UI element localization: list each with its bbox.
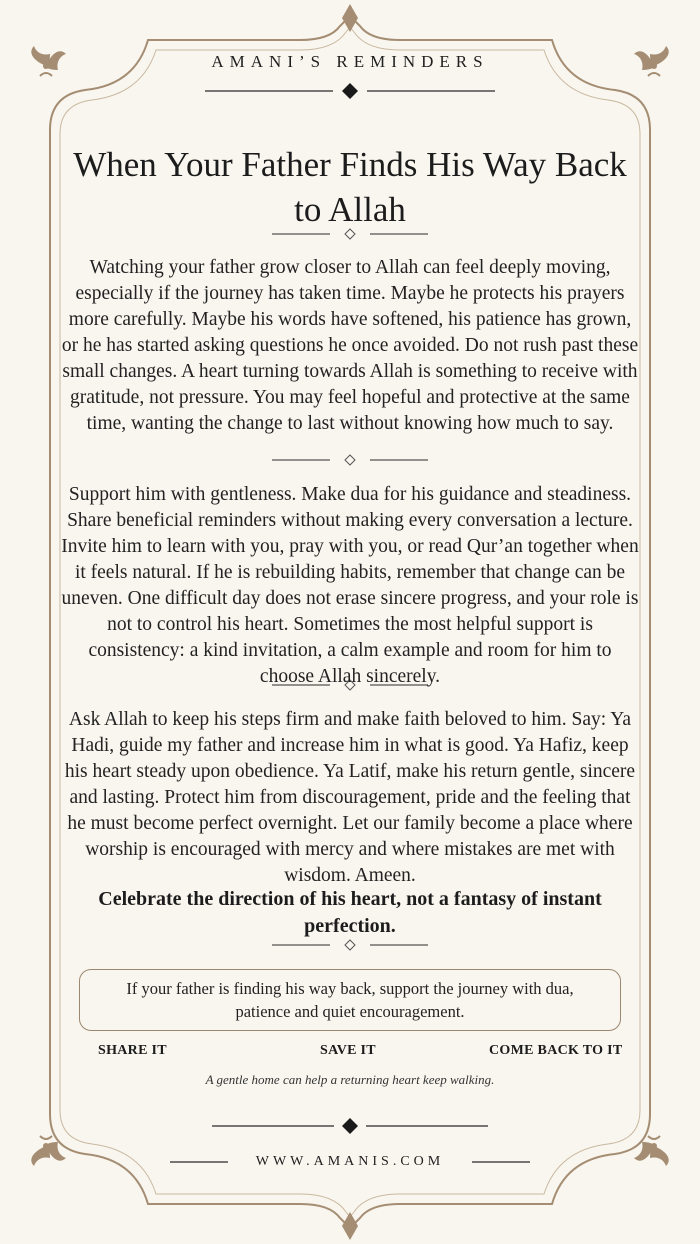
save-button[interactable]: SAVE IT <box>320 1043 376 1058</box>
page-title: When Your Father Finds His Way Back to Allah <box>73 145 627 229</box>
tagline: A gentle home can help a returning heart keep walking. <box>205 1072 495 1087</box>
come-back-button[interactable]: COME BACK TO IT <box>489 1043 623 1058</box>
section-divider-4 <box>272 940 428 950</box>
top-diamond-ornament-icon <box>342 4 358 32</box>
diamond-outline-icon <box>345 455 355 465</box>
callout-text: If your father is finding his way back, support the journey with dua, patience and quiet encouragement. <box>126 979 574 1021</box>
diamond-outline-icon <box>345 940 355 950</box>
diamond-icon <box>342 83 358 99</box>
bottom-diamond-ornament-icon <box>342 1212 358 1240</box>
paragraph-3: Ask Allah to keep his steps firm and make faith beloved to him. Say: Ya Hadi, guide my father and increase him in what is good. Ya Hafiz, keep his heart steady upon obedience. Ya Latif, make his return gentle, sincere and lasting. Protect him from discouragement, pride and the feeling that he must become perfect overnight. Let our family become a place where worship is encouraged with mercy and where mistakes are met with wisdom. Ameen. <box>64 709 636 886</box>
share-button[interactable]: SHARE IT <box>98 1043 167 1058</box>
callout-box <box>79 969 621 1031</box>
website-link[interactable]: WWW.AMANIS.COM <box>255 1154 445 1169</box>
header-divider <box>205 83 495 99</box>
brand-name: AMANI’S REMINDERS <box>211 52 489 71</box>
paragraph-1: Watching your father grow closer to Allah can feel deeply moving, especially if the journey has taken time. Maybe he protects his prayers more carefully. Maybe his words have softened, his patience has grown, or he has started asking questions he once avoided. Do not rush past these small changes. A heart turning towards Allah is something to receive with gratitude, not pressure. You may feel hopeful and protective at the same time, wanting the change to last without knowing how much to say. <box>61 257 639 434</box>
highlight-quote: Celebrate the direction of his heart, not a fantasy of instant perfection. <box>98 888 602 937</box>
paragraph-2: Support him with gentleness. Make dua for his guidance and steadiness. Share beneficial reminders without making every conversation a lecture. Invite him to learn with you, pray with you, or read Qur’an together when it feels natural. If he is rebuilding habits, remember that change can be uneven. One difficult day does not erase sincere progress, and your role is not to control his heart. Sometimes the most helpful support is consistency: a kind invitation, a calm example and room for him to choose Allah sincerely. <box>61 484 639 687</box>
diamond-icon <box>342 1118 358 1134</box>
footer-divider <box>212 1118 488 1134</box>
section-divider-2 <box>272 455 428 465</box>
